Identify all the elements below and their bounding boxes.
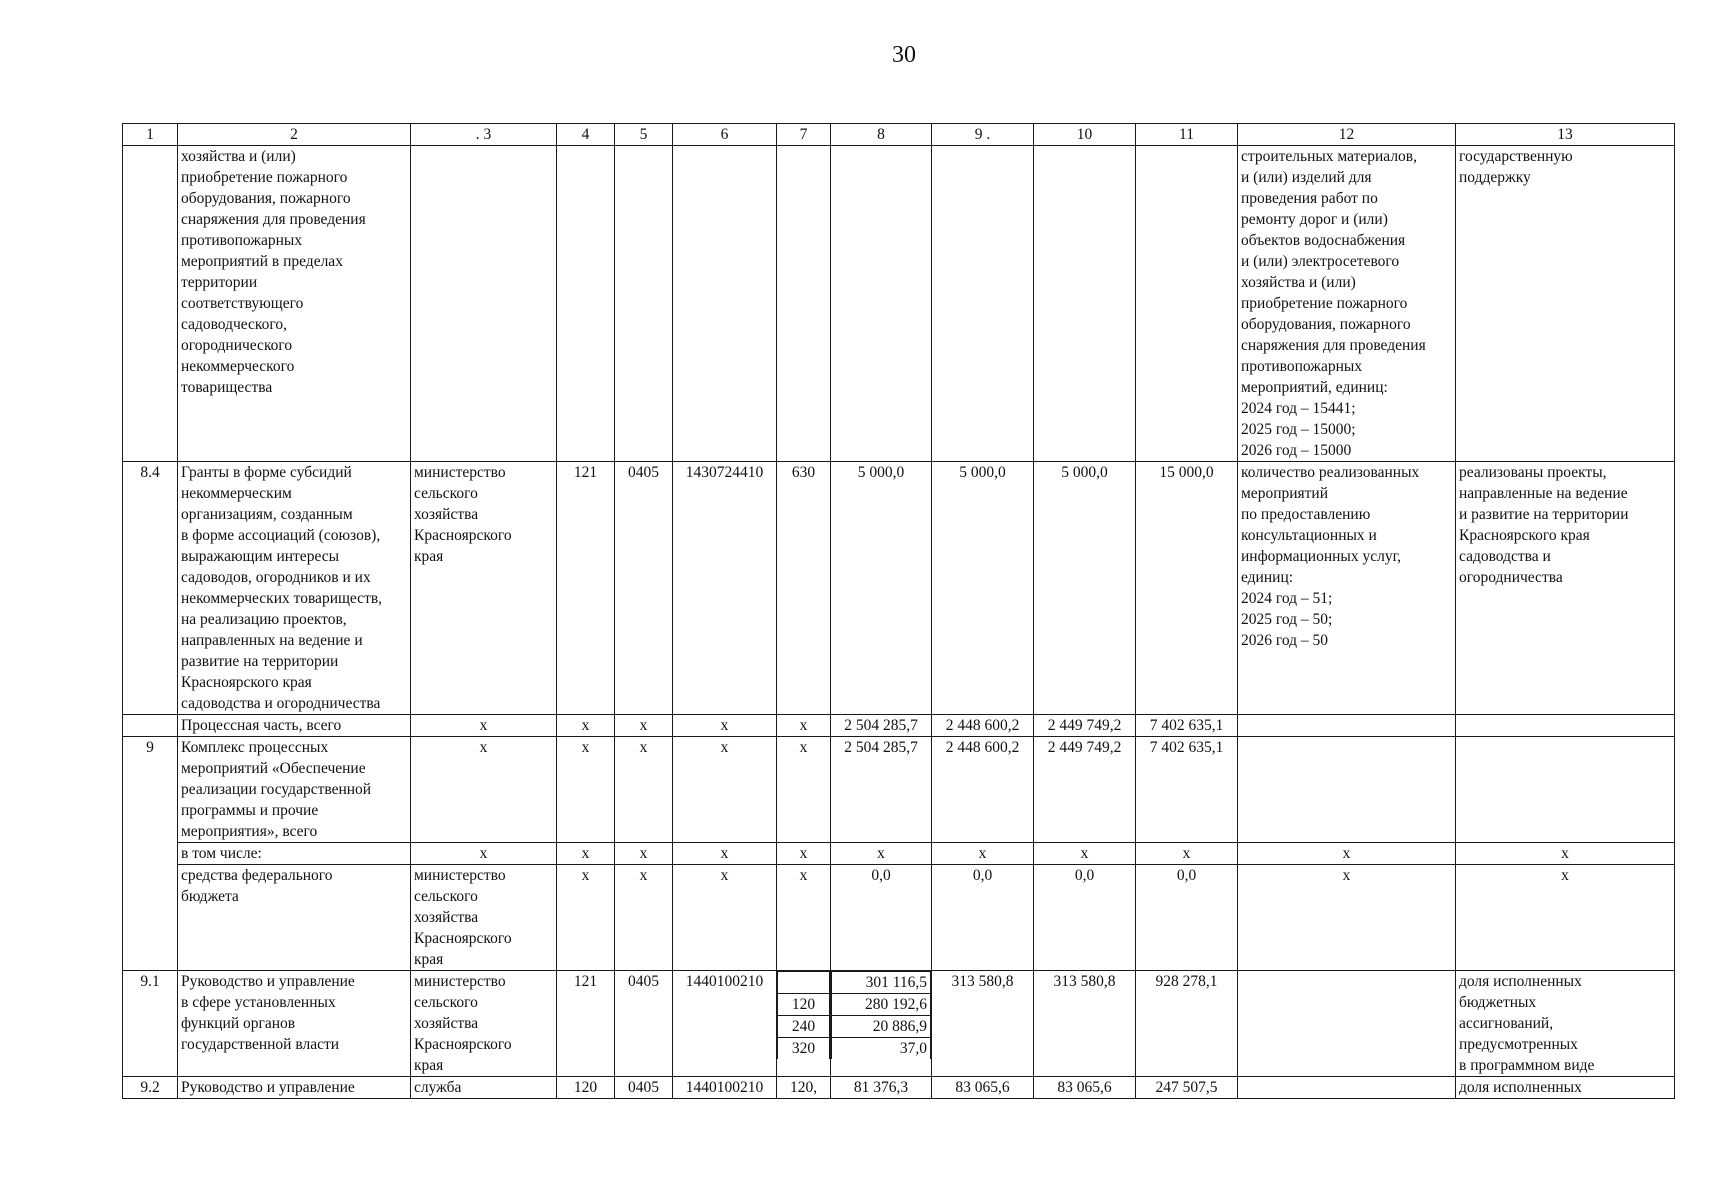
cell-2026: 0,0 [1034, 865, 1136, 971]
cell-x: x [1456, 843, 1675, 865]
cell-number: 9.2 [123, 1077, 178, 1099]
cell-name: средства федерального бюджета [178, 865, 411, 971]
table-row-including [123, 843, 1675, 865]
cell-name: Процессная часть, всего [178, 715, 411, 737]
cell-2026: 2 449 749,2 [1034, 715, 1136, 737]
vr-value: 120 [778, 994, 830, 1016]
cell-executor: министерство сельского хозяйства Красноярского края [411, 865, 557, 971]
cell-x: x [777, 737, 831, 843]
cell-2026: 2 449 749,2 [1034, 737, 1136, 843]
cell-2026: 313 580,8 [1034, 971, 1136, 1077]
cell-x: x [777, 715, 831, 737]
cell-name: Руководство и управление в сфере установленных функций органов государственной власти [178, 971, 411, 1077]
cell-x: x [615, 737, 673, 843]
cell-2025: 2 448 600,2 [932, 737, 1034, 843]
cell-2025: 313 580,8 [932, 971, 1034, 1077]
vr-value: 240 [778, 1016, 830, 1038]
header-cell: 7 [777, 124, 831, 146]
cell-x: x [1456, 865, 1675, 971]
amount-subtable [831, 971, 931, 1059]
cell-number [123, 146, 178, 462]
cell-grbs: 121 [557, 971, 615, 1077]
cell-x: x [615, 843, 673, 865]
cell-2024: 5 000,0 [831, 462, 932, 715]
cell-x: x [831, 843, 932, 865]
cell-x: x [557, 737, 615, 843]
amount-value: 20 886,9 [832, 1016, 931, 1038]
cell-x: x [1238, 865, 1456, 971]
cell-x: x [557, 715, 615, 737]
cell-x: x [673, 737, 777, 843]
cell-2025: 0,0 [932, 865, 1034, 971]
cell-vr: 630 [777, 462, 831, 715]
header-cell: 10 [1034, 124, 1136, 146]
cell-x: x [615, 715, 673, 737]
table-row-continuation [123, 146, 1675, 462]
header-cell: 12 [1238, 124, 1456, 146]
vr-value [778, 972, 830, 994]
header-row [123, 124, 1675, 146]
cell-x: x [673, 865, 777, 971]
cell-x: x [673, 715, 777, 737]
cell-name: хозяйства и (или) приобретение пожарного оборудования, пожарного снаряжения для проведения противопожарных мероприятий в пределах территории соответствующего садоводческого, огороднического некоммерческого товарищества [178, 146, 411, 462]
cell-total: 7 402 635,1 [1136, 737, 1238, 843]
header-cell: 1 [123, 124, 178, 146]
header-cell: . 3 [411, 124, 557, 146]
cell-total: 7 402 635,1 [1136, 715, 1238, 737]
cell-x: x [557, 865, 615, 971]
table-row-9 [123, 737, 1675, 843]
cell-indicator: строительных материалов, и (или) изделий для проведения работ по ремонту дорог и (или) объектов водоснабжения и (или) электросетевого хозяйства и (или) приобретение пожарного оборудования, пожарного снаряжения для проведения противопожарных мероприятий, единиц: 2024 год – 15441; 2025 год – 15000; 2026 год – 15000 [1238, 146, 1456, 462]
cell-x: x [411, 737, 557, 843]
cell-csr: 1430724410 [673, 462, 777, 715]
cell-total: 928 278,1 [1136, 971, 1238, 1077]
cell-grbs: 120 [557, 1077, 615, 1099]
cell-csr: 1440100210 [673, 1077, 777, 1099]
cell-x: x [615, 865, 673, 971]
program-table [122, 123, 1675, 1099]
cell-rzpr: 0405 [615, 462, 673, 715]
table-row-process-total [123, 715, 1675, 737]
cell-executor: министерство сельского хозяйства Красноярского края [411, 971, 557, 1077]
cell-executor: служба [411, 1077, 557, 1099]
amount-value: 280 192,6 [832, 994, 931, 1016]
cell-2026: 5 000,0 [1034, 462, 1136, 715]
cell-vr [777, 971, 831, 1077]
table-row-9-2 [123, 1077, 1675, 1099]
amount-value: 301 116,5 [832, 972, 931, 994]
header-cell: 9 . [932, 124, 1034, 146]
table-row-9-1 [123, 971, 1675, 1077]
cell-indicator: количество реализованных мероприятий по предоставлению консультационных и информационных услуг, единиц: 2024 год – 51; 2025 год – 50; 2026 год – 50 [1238, 462, 1456, 715]
table-row-8-4 [123, 462, 1675, 715]
cell-number: 8.4 [123, 462, 178, 715]
vr-value: 320 [778, 1038, 830, 1060]
cell-2026: 83 065,6 [1034, 1077, 1136, 1099]
cell-x: x [1034, 843, 1136, 865]
cell-2024: 2 504 285,7 [831, 715, 932, 737]
cell-total: 247 507,5 [1136, 1077, 1238, 1099]
cell-2025: 83 065,6 [932, 1077, 1034, 1099]
amount-value: 37,0 [832, 1038, 931, 1060]
table-row-federal [123, 865, 1675, 971]
cell-result: реализованы проекты, направленные на ведение и развитие на территории Красноярского края садоводства и огородничества [1456, 462, 1675, 715]
header-cell: 2 [178, 124, 411, 146]
cell-x: x [411, 843, 557, 865]
cell-total: 15 000,0 [1136, 462, 1238, 715]
page-number: 30 [892, 42, 916, 68]
cell-x: x [557, 843, 615, 865]
cell-x: x [673, 843, 777, 865]
cell-result: доля исполненных бюджетных ассигнований, предусмотренных в программном виде [1456, 971, 1675, 1077]
cell-result: доля исполненных [1456, 1077, 1675, 1099]
vr-subtable [777, 971, 830, 1059]
cell-number: 9 [123, 737, 178, 971]
header-cell: 13 [1456, 124, 1675, 146]
cell-rzpr: 0405 [615, 971, 673, 1077]
cell-csr: 1440100210 [673, 971, 777, 1077]
cell-total: 0,0 [1136, 865, 1238, 971]
cell-x: x [411, 715, 557, 737]
cell-result: государственную поддержку [1456, 146, 1675, 462]
header-cell: 11 [1136, 124, 1238, 146]
cell-2024: 0,0 [831, 865, 932, 971]
header-cell: 5 [615, 124, 673, 146]
header-cell: 4 [557, 124, 615, 146]
cell-grbs: 121 [557, 462, 615, 715]
cell-x: x [1136, 843, 1238, 865]
cell-2024: 2 504 285,7 [831, 737, 932, 843]
cell-name: Комплекс процессных мероприятий «Обеспечение реализации государственной программы и прочие мероприятия», всего [178, 737, 411, 843]
cell-2024 [831, 971, 932, 1077]
cell-name: Руководство и управление [178, 1077, 411, 1099]
cell-number: 9.1 [123, 971, 178, 1077]
cell-2024: 81 376,3 [831, 1077, 932, 1099]
cell-x: x [777, 843, 831, 865]
cell-x: x [777, 865, 831, 971]
cell-2025: 5 000,0 [932, 462, 1034, 715]
cell-rzpr: 0405 [615, 1077, 673, 1099]
header-cell: 6 [673, 124, 777, 146]
cell-2025: 2 448 600,2 [932, 715, 1034, 737]
cell-vr: 120, [777, 1077, 831, 1099]
cell-x: x [1238, 843, 1456, 865]
cell-x: x [932, 843, 1034, 865]
header-cell: 8 [831, 124, 932, 146]
cell-name: в том числе: [178, 843, 411, 865]
cell-name: Гранты в форме субсидий некоммерческим организациям, созданным в форме ассоциаций (союзов), выражающим интересы садоводов, огородников и их некоммерческих товариществ, на реализацию проектов, направленных на ведение и развитие на территории Красноярского края садоводства и огородничества [178, 462, 411, 715]
cell-executor: министерство сельского хозяйства Красноярского края [411, 462, 557, 715]
